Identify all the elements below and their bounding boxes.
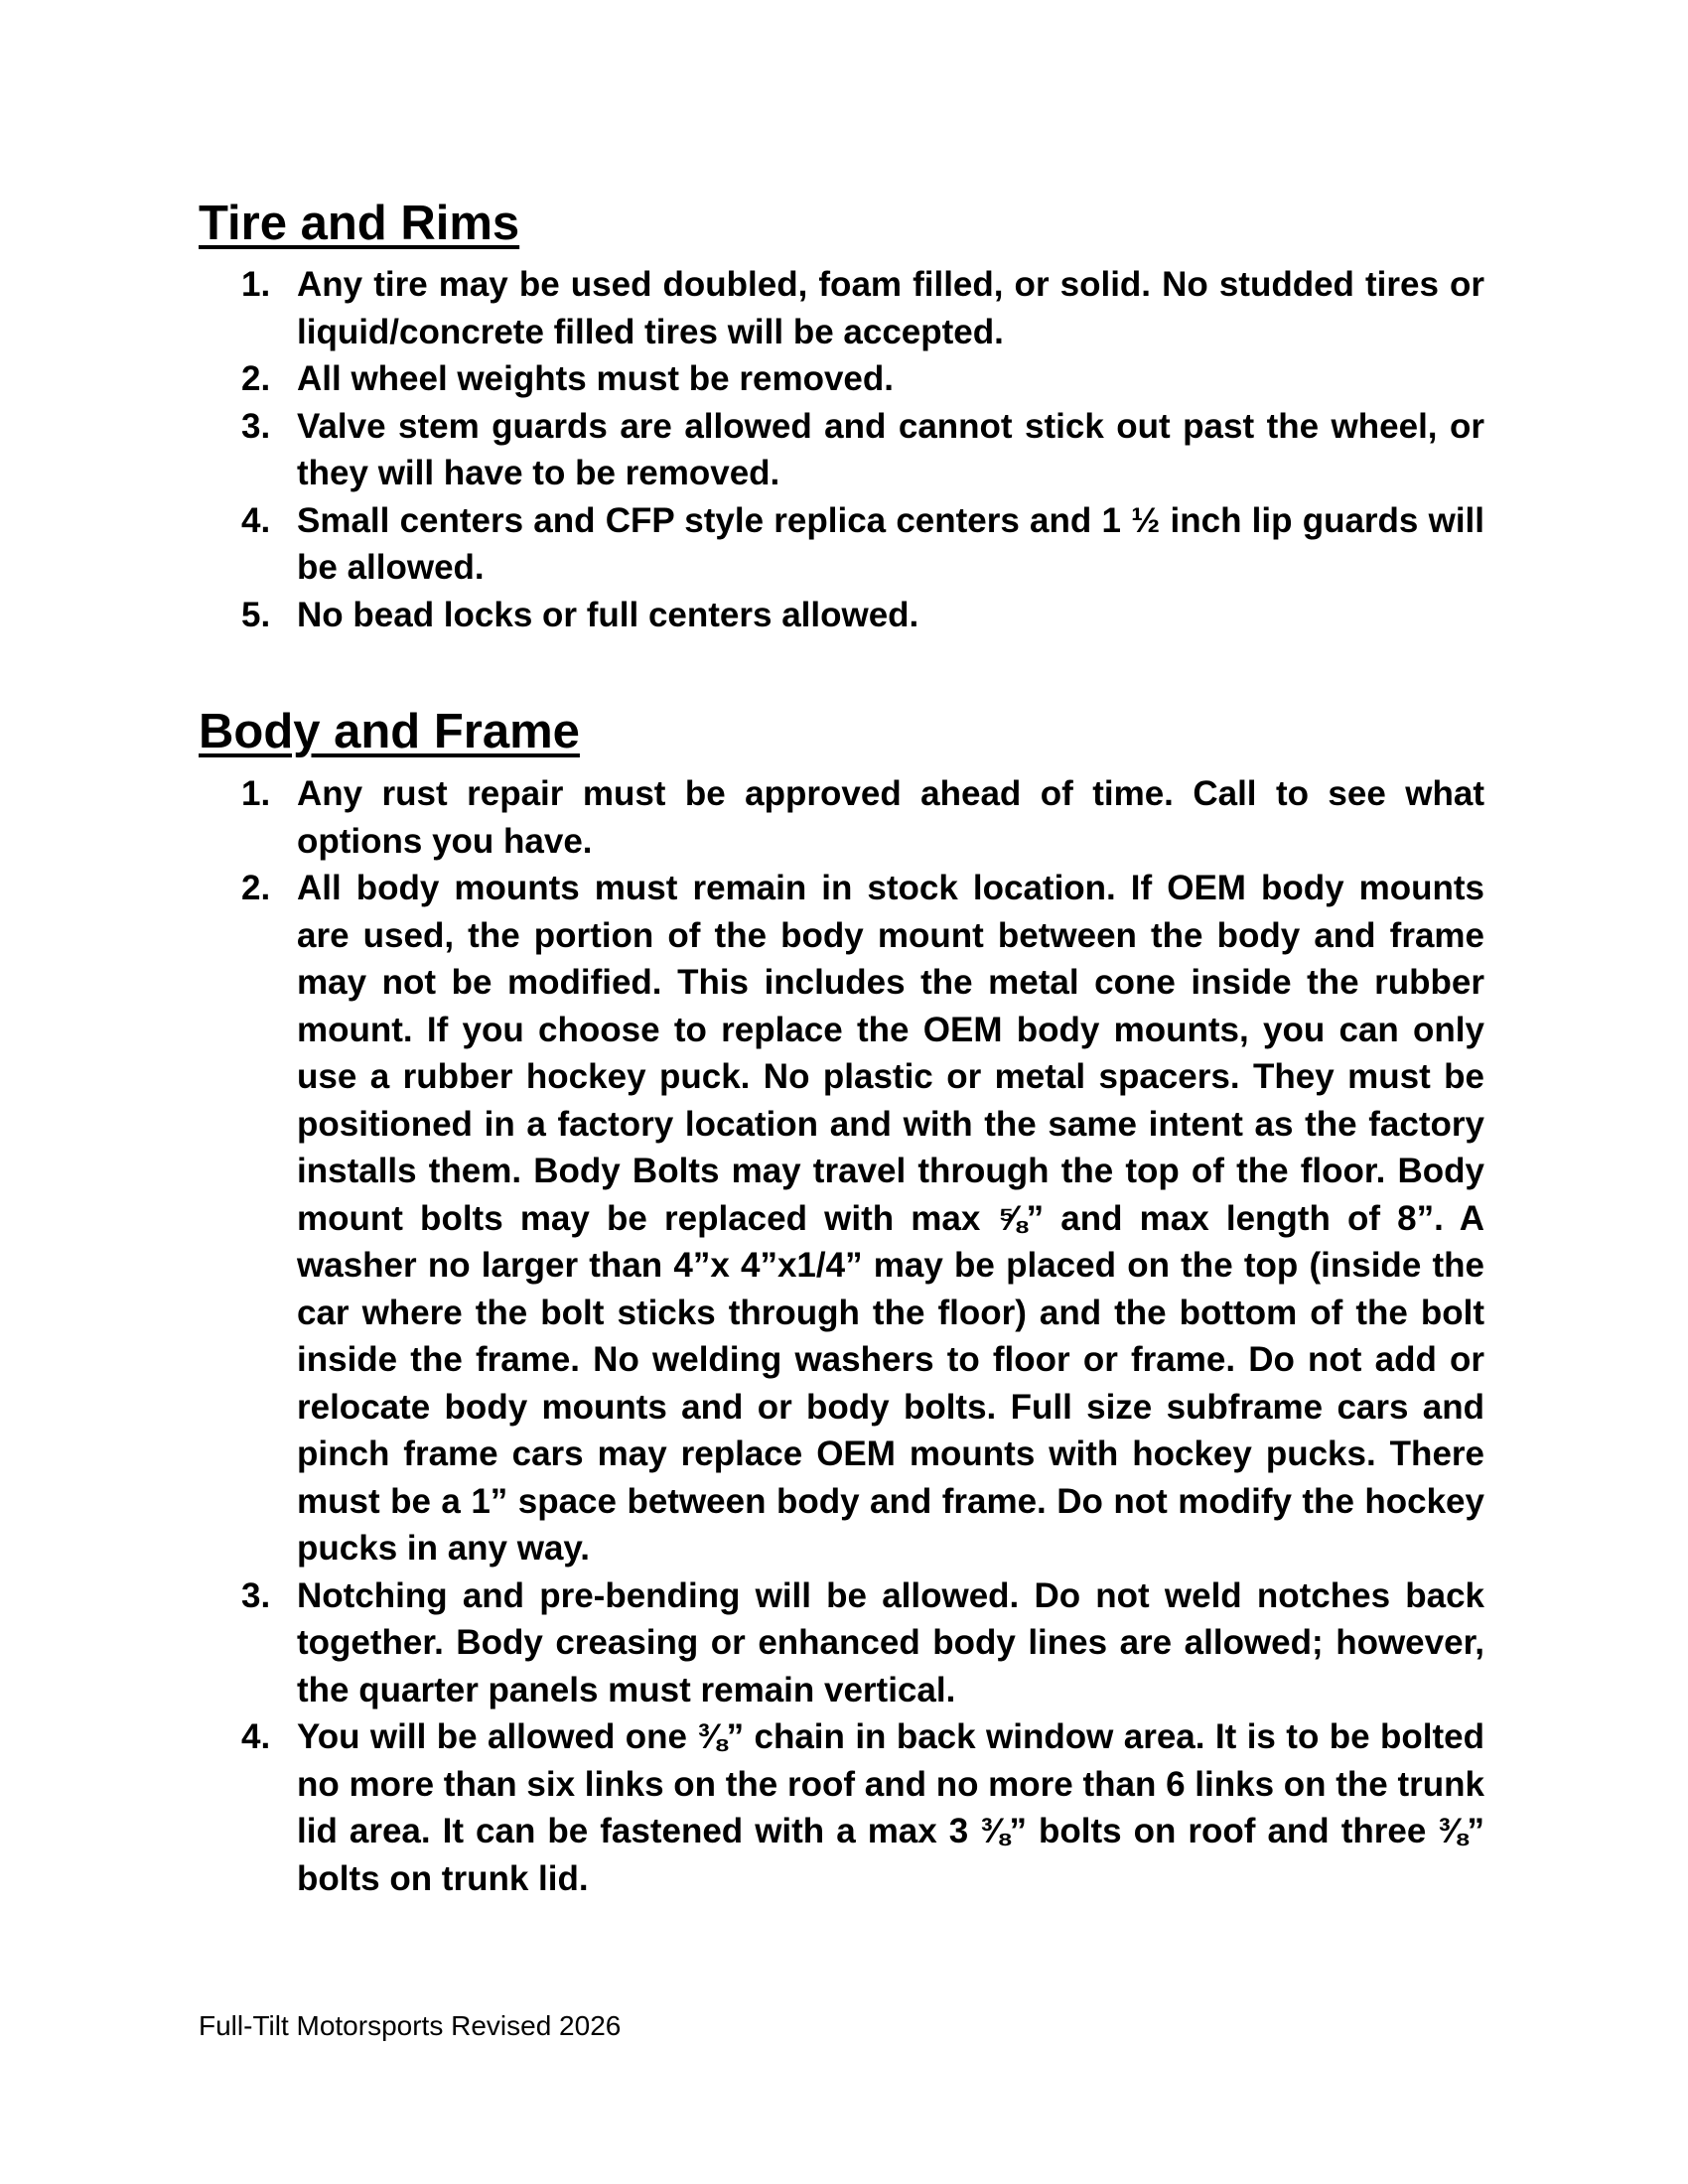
rule-list-body-and-frame [241,770,1484,1902]
rule-number: 4. [241,1717,271,1756]
section-heading-body-and-frame: Body and Frame [199,705,580,758]
rule-number: 3. [241,1575,271,1615]
rule-number: 1. [241,265,271,304]
rule-list-tire-and-rims [241,261,1484,638]
list-item [241,497,1484,592]
list-item [241,261,1484,355]
rule-number: 2. [241,869,271,907]
rule-number: 1. [241,774,271,813]
list-item [241,865,1484,1572]
list-item [241,403,1484,497]
rule-number: 3. [241,406,271,446]
rule-text: All wheel weights must be removed. [297,359,894,398]
rule-number: 4. [241,500,271,540]
list-item [241,1572,1484,1714]
list-item [241,1713,1484,1902]
rule-number: 5. [241,595,271,634]
list-item [241,355,1484,403]
list-item [241,770,1484,865]
rule-text: Small centers and CFP style replica centers and 1 ½ inch lip guards will be allowed. [297,500,1484,587]
rule-text: Notching and pre-bending will be allowed. Do not weld notches back together. Body creasing or enhanced body lines are allowed; however, the quarter panels must remain vertical. [297,1575,1484,1709]
rule-text: No bead locks or full centers allowed. [297,595,919,634]
rule-text: Valve stem guards are allowed and cannot stick out past the wheel, or they will have to be removed. [297,406,1484,492]
section-heading-tire-and-rims: Tire and Rims [199,197,520,250]
rule-text: All body mounts must remain in stock location. If OEM body mounts are used, the portion of the body mount between the body and frame may not be modified. This includes the metal cone inside the rubber mount. If you choose to replace the OEM body mounts, you can only use a rubber hockey puck. No plastic or metal spacers. They must be positioned in a factory location and with the same intent as the factory installs them. Body Bolts may travel through the top of the floor. Body mount bolts may be replaced with max ⅝” and max length of 8”. A washer no larger than 4”x 4”x1/4” may be placed on the top (inside the car where the bolt sticks through the floor) and the bottom of the bolt inside the frame. No welding washers to floor or frame. Do not add or relocate body mounts and or body bolts. Full size subframe cars and pinch frame cars may replace OEM mounts with hockey pucks. There must be a 1” space between body and frame. Do not modify the hockey pucks in any way. [297,869,1484,1568]
rule-text: You will be allowed one ⅜” chain in back window area. It is to be bolted no more than six links on the roof and no more than 6 links on the trunk lid area. It can be fastened with a max 3 ⅜” bolts on roof and three ⅜” bolts on trunk lid. [297,1717,1484,1898]
page-footer: Full-Tilt Motorsports Revised 2026 [199,2010,622,2041]
rule-number: 2. [241,359,271,398]
rule-text: Any rust repair must be approved ahead of time. Call to see what options you have. [297,774,1484,861]
rule-text: Any tire may be used doubled, foam filled, or solid. No studded tires or liquid/concrete filled tires will be accepted. [297,265,1484,351]
list-item [241,592,1484,639]
